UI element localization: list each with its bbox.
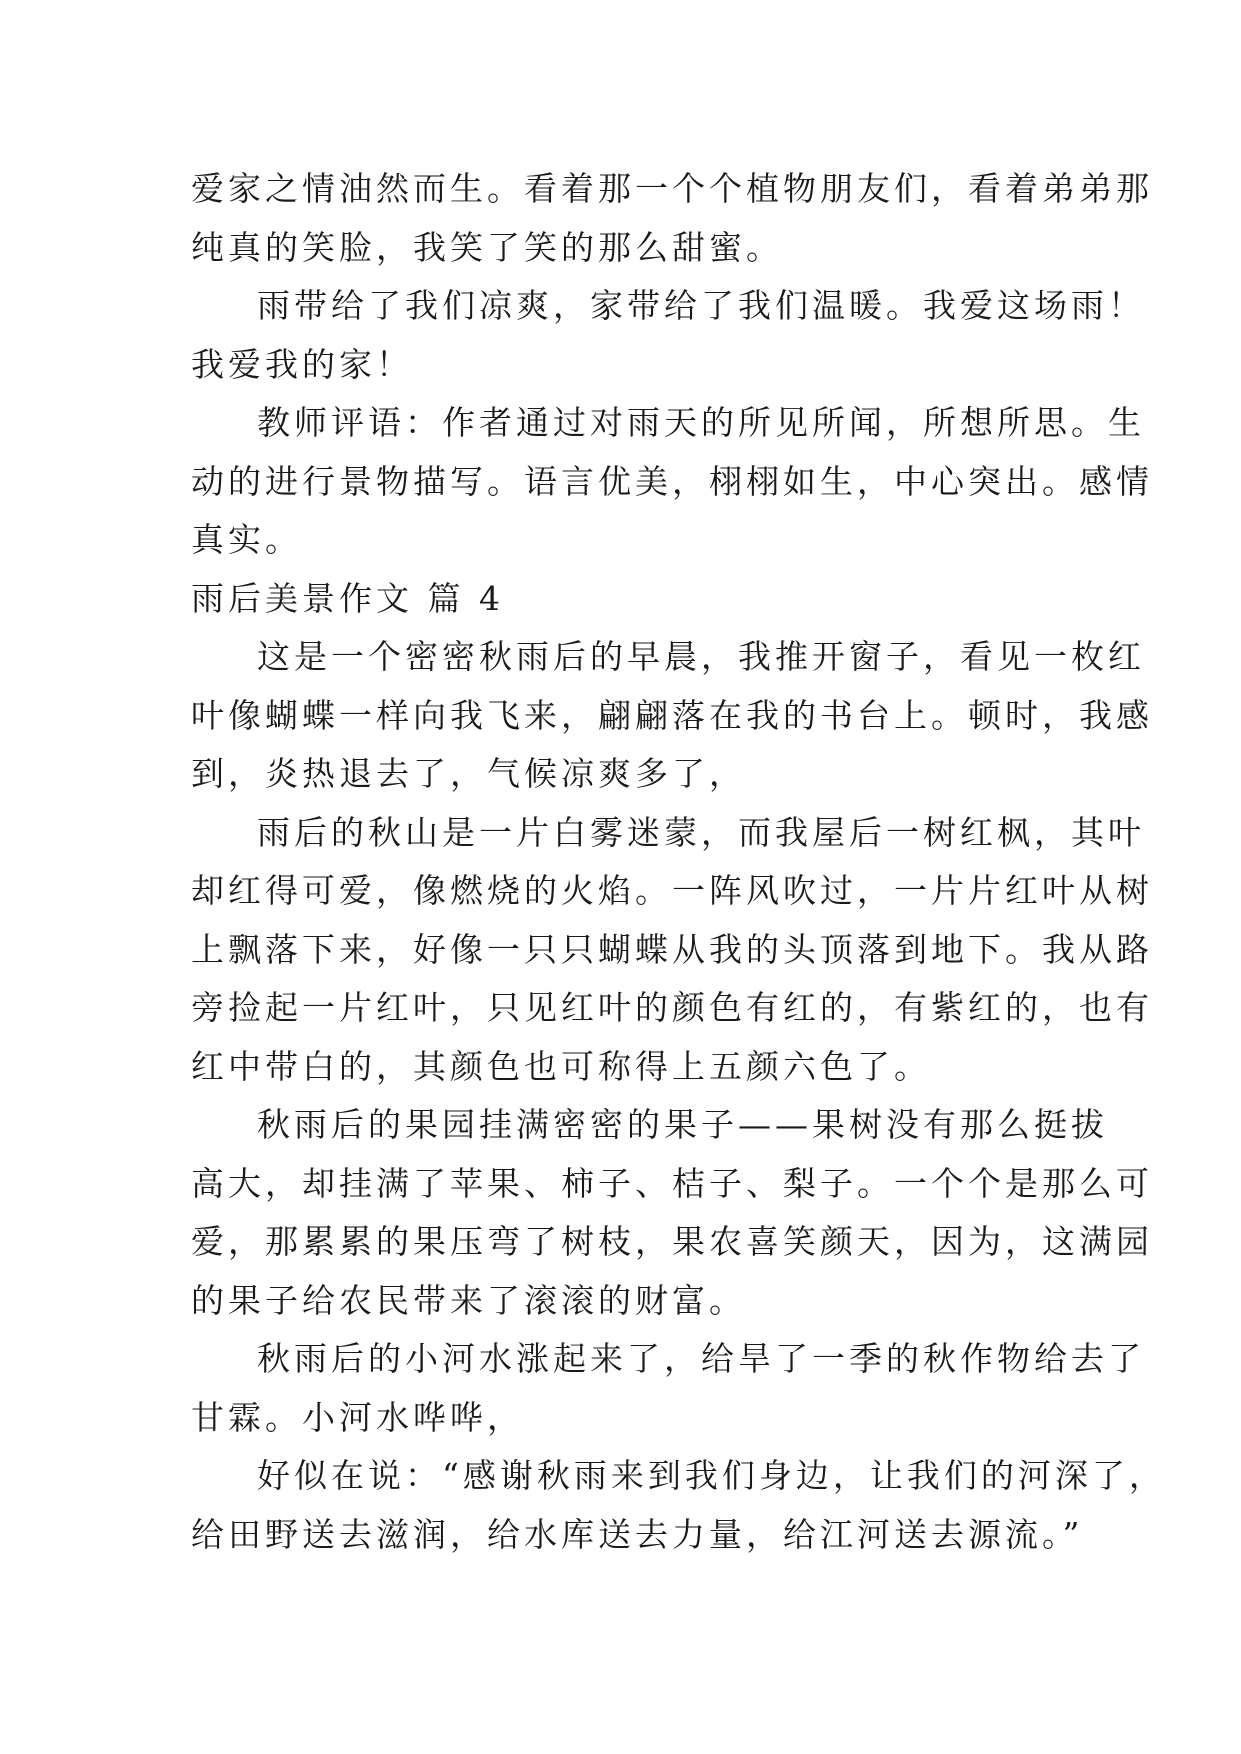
text-line: 这是一个密密秋雨后的早晨，我推开窗子，看见一枚红 (257, 637, 1145, 676)
text-line: 爱，那累累的果压弯了树枝，果农喜笑颜天，因为，这满园 (191, 1222, 1153, 1261)
text-line: 秋雨后的果园挂满密密的果子——果树没有那么挺拔 (257, 1105, 1108, 1144)
text-line: 甘霖。小河水哗哗， (191, 1397, 524, 1437)
text-line: 我爱我的家！ (191, 344, 413, 384)
text-line: 真实。 (191, 520, 302, 559)
text-line: 给田野送去滋润，给水库送去力量，给江河送去源流。” (191, 1514, 1084, 1554)
text-line: 的果子给农民带来了滚滚的财富。 (191, 1280, 746, 1320)
text-line: 却红得可爱，像燃烧的火焰。一阵风吹过，一片片红叶从树 (191, 871, 1153, 910)
text-line: 雨带给了我们凉爽，家带给了我们温暖。我爱这场雨！ (257, 286, 1145, 325)
section-heading: 雨后美景作文 篇 4 (191, 578, 504, 618)
text-line: 动的进行景物描写。语言优美，栩栩如生，中心突出。感情 (191, 461, 1153, 501)
text-line: 教师评语：作者通过对雨天的所见所闻，所想所思。生 (257, 403, 1145, 442)
text-line: 纯真的笑脸，我笑了笑的那么甜蜜。 (191, 227, 783, 267)
text-line: 旁捡起一片红叶，只见红叶的颜色有红的，有紫红的，也有 (191, 988, 1153, 1027)
document-body (191, 160, 1166, 1564)
text-line: 爱家之情油然而生。看着那一个个植物朋友们，看着弟弟那 (191, 169, 1153, 208)
text-line: 上飘落下来，好像一只只蝴蝶从我的头顶落到地下。我从路 (191, 929, 1153, 969)
text-line: 好似在说：“感谢秋雨来到我们身边，让我们的河深了， (257, 1456, 1166, 1495)
text-line: 雨后的秋山是一片白雾迷蒙，而我屋后一树红枫，其叶 (257, 812, 1145, 852)
text-line: 叶像蝴蝶一样向我飞来，翩翩落在我的书台上。顿时，我感 (191, 695, 1153, 735)
text-line: 到，炎热退去了，气候凉爽多了， (191, 754, 746, 793)
text-line: 高大，却挂满了苹果、柿子、桔子、梨子。一个个是那么可 (191, 1163, 1153, 1203)
text-line: 秋雨后的小河水涨起来了，给旱了一季的秋作物给去了 (257, 1339, 1145, 1378)
text-line: 红中带白的，其颜色也可称得上五颜六色了。 (191, 1046, 931, 1086)
